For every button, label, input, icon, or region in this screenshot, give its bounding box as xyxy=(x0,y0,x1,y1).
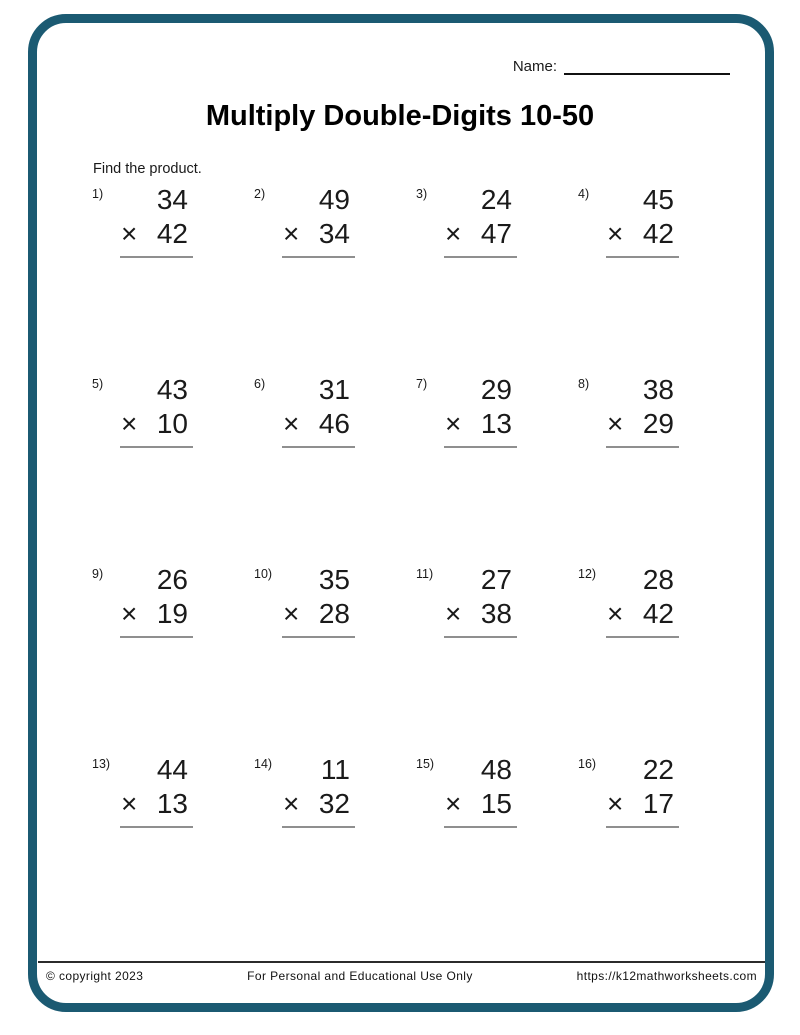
multiply-sign: × xyxy=(283,788,300,820)
multiplicand: 11 xyxy=(320,754,350,785)
problem-cell xyxy=(254,374,416,564)
problem-number-label: 13) xyxy=(92,757,111,771)
problem-stack xyxy=(444,184,517,258)
page-title: Multiply Double-Digits 10-50 xyxy=(205,100,595,132)
multiplicand: 45 xyxy=(642,184,674,215)
problem-stack xyxy=(120,184,193,258)
multiplier: 32 xyxy=(318,788,350,820)
answer-line[interactable] xyxy=(444,826,517,828)
problem-cell xyxy=(416,754,578,944)
problem-number-label: 10) xyxy=(254,567,273,581)
answer-line[interactable] xyxy=(444,636,517,638)
multiply-sign: × xyxy=(121,598,138,630)
multiplicand: 27 xyxy=(480,564,512,595)
multiply-sign: × xyxy=(445,598,462,630)
answer-line[interactable] xyxy=(120,826,193,828)
problem-stack xyxy=(444,374,517,448)
footer-copyright: © copyright 2023 xyxy=(46,969,144,983)
problem-number-label: 15) xyxy=(416,757,435,771)
problem-number-label: 2) xyxy=(254,187,266,201)
multiply-sign: × xyxy=(607,408,624,440)
answer-line[interactable] xyxy=(282,446,355,448)
problem-number-label: 8) xyxy=(578,377,590,391)
answer-line[interactable] xyxy=(606,826,679,828)
problem-stack xyxy=(120,564,193,638)
problem-cell xyxy=(578,754,740,944)
multiplier: 28 xyxy=(318,598,350,630)
problem-stack xyxy=(606,564,679,638)
multiplier-row xyxy=(120,596,193,630)
problem-stack xyxy=(282,754,355,828)
problem-stack xyxy=(606,754,679,828)
problem-cell xyxy=(578,374,740,564)
multiplier-row xyxy=(120,216,193,250)
problem-number-label: 11) xyxy=(416,567,434,581)
multiplicand: 29 xyxy=(480,374,512,405)
answer-line[interactable] xyxy=(120,636,193,638)
problem-cell xyxy=(92,184,254,374)
multiplier: 10 xyxy=(156,408,188,440)
problem-cell xyxy=(254,754,416,944)
problem-stack xyxy=(606,374,679,448)
problem-stack xyxy=(120,374,193,448)
problem-cell xyxy=(578,184,740,374)
multiplier: 13 xyxy=(480,408,512,440)
multiplicand: 31 xyxy=(318,374,350,405)
answer-line[interactable] xyxy=(444,256,517,258)
multiplier: 29 xyxy=(642,408,674,440)
problem-stack xyxy=(444,754,517,828)
problem-stack xyxy=(444,564,517,638)
problem-number-label: 7) xyxy=(416,377,428,391)
multiplier: 42 xyxy=(156,218,188,250)
multiplier-row xyxy=(282,216,355,250)
multiply-sign: × xyxy=(607,218,624,250)
problem-number-label: 16) xyxy=(578,757,597,771)
multiplicand: 49 xyxy=(318,184,350,215)
multiplier-row xyxy=(444,406,517,440)
problem-stack xyxy=(282,184,355,258)
name-fill-line[interactable] xyxy=(564,57,730,75)
problem-cell xyxy=(416,184,578,374)
answer-line[interactable] xyxy=(606,446,679,448)
multiply-sign: × xyxy=(445,788,462,820)
multiplicand: 48 xyxy=(480,754,512,785)
multiplier: 38 xyxy=(480,598,512,630)
problem-stack xyxy=(282,564,355,638)
multiplier-row xyxy=(606,406,679,440)
multiplier: 13 xyxy=(156,788,188,820)
multiplier-row xyxy=(444,216,517,250)
multiplicand: 35 xyxy=(318,564,350,595)
multiply-sign: × xyxy=(445,218,462,250)
multiplier: 42 xyxy=(642,218,674,250)
multiply-sign: × xyxy=(283,408,300,440)
problem-cell xyxy=(416,374,578,564)
multiplicand: 24 xyxy=(480,184,512,215)
multiplier-row xyxy=(606,216,679,250)
answer-line[interactable] xyxy=(282,256,355,258)
problem-cell xyxy=(92,564,254,754)
answer-line[interactable] xyxy=(606,256,679,258)
multiplicand: 43 xyxy=(156,374,188,405)
problem-stack xyxy=(120,754,193,828)
footer-usage-note: For Personal and Educational Use Only xyxy=(247,969,473,983)
problem-number-label: 5) xyxy=(92,377,104,391)
problem-cell xyxy=(416,564,578,754)
multiplicand: 34 xyxy=(156,184,188,215)
multiplier: 19 xyxy=(156,598,188,630)
problems-grid xyxy=(92,184,740,944)
multiplier: 46 xyxy=(318,408,350,440)
problem-number-label: 1) xyxy=(92,187,104,201)
problem-number-label: 4) xyxy=(578,187,590,201)
problem-number-label: 14) xyxy=(254,757,273,771)
footer-divider xyxy=(38,961,765,963)
name-label: Name: xyxy=(512,58,557,75)
multiplier: 47 xyxy=(480,218,512,250)
multiplicand: 26 xyxy=(156,564,188,595)
problem-cell xyxy=(578,564,740,754)
footer xyxy=(46,969,757,983)
multiplicand: 44 xyxy=(156,754,188,785)
multiplier-row xyxy=(282,786,355,820)
multiplier: 34 xyxy=(318,218,350,250)
problem-cell xyxy=(92,374,254,564)
multiply-sign: × xyxy=(283,598,300,630)
multiply-sign: × xyxy=(283,218,300,250)
multiplier-row xyxy=(282,406,355,440)
multiplicand: 22 xyxy=(642,754,674,785)
multiply-sign: × xyxy=(121,218,138,250)
multiplier-row xyxy=(282,596,355,630)
multiplier-row xyxy=(606,596,679,630)
multiplier-row xyxy=(444,596,517,630)
multiply-sign: × xyxy=(121,788,138,820)
multiply-sign: × xyxy=(445,408,462,440)
multiplier: 17 xyxy=(642,788,674,820)
multiply-sign: × xyxy=(607,598,624,630)
problem-number-label: 3) xyxy=(416,187,428,201)
multiplicand: 38 xyxy=(642,374,674,405)
instruction-text: Find the product. xyxy=(93,161,202,177)
answer-line[interactable] xyxy=(282,636,355,638)
problem-cell xyxy=(254,184,416,374)
problem-number-label: 9) xyxy=(92,567,104,581)
answer-line[interactable] xyxy=(120,256,193,258)
multiplier-row xyxy=(120,406,193,440)
multiply-sign: × xyxy=(607,788,624,820)
multiplier-row xyxy=(606,786,679,820)
multiplicand: 28 xyxy=(642,564,674,595)
multiplier-row xyxy=(120,786,193,820)
multiplier: 42 xyxy=(642,598,674,630)
name-row xyxy=(513,57,730,75)
answer-line[interactable] xyxy=(444,446,517,448)
multiplier: 15 xyxy=(480,788,512,820)
multiply-sign: × xyxy=(121,408,138,440)
problem-cell xyxy=(254,564,416,754)
answer-line[interactable] xyxy=(120,446,193,448)
footer-url[interactable]: https://k12mathworksheets.com xyxy=(576,969,757,983)
answer-line[interactable] xyxy=(606,636,679,638)
problem-number-label: 12) xyxy=(578,567,597,581)
problem-number-label: 6) xyxy=(254,377,266,391)
multiplier-row xyxy=(444,786,517,820)
answer-line[interactable] xyxy=(282,826,355,828)
problem-stack xyxy=(606,184,679,258)
problem-cell xyxy=(92,754,254,944)
problem-stack xyxy=(282,374,355,448)
